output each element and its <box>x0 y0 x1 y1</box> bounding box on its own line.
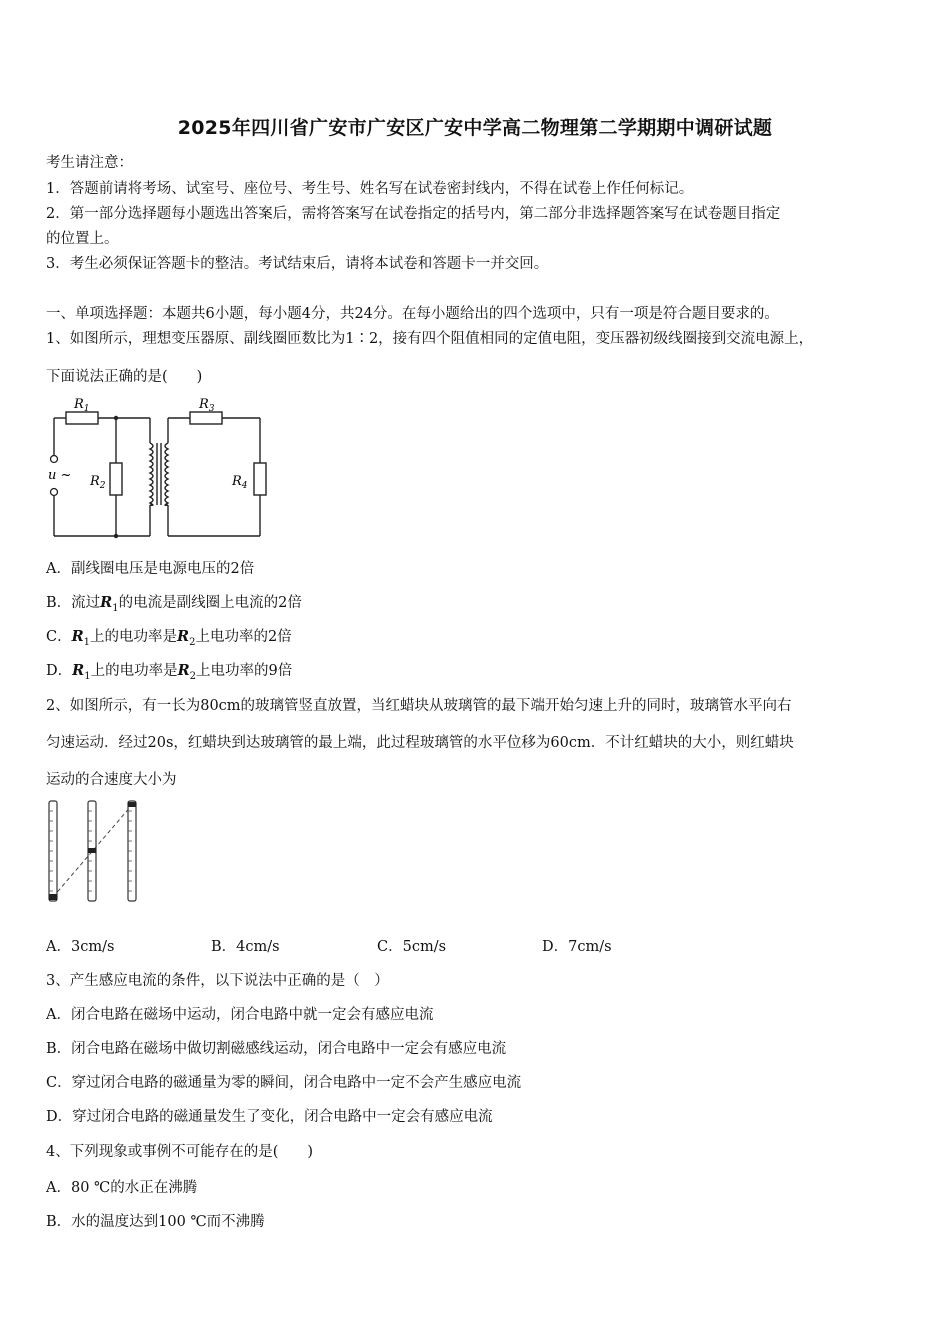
notice-item-2-cont: 的位置上。 <box>46 231 119 247</box>
terminal-top <box>51 456 58 463</box>
q1-option-b: B．流过$R_1$的电流是副线圈上电流的2倍 <box>46 594 302 614</box>
q2-tube-figure <box>44 797 144 905</box>
q4-option-a: A．80 ℃的水正在沸腾 <box>46 1180 198 1196</box>
q1-option-a: A．副线圈电压是电源电压的2倍 <box>46 561 255 577</box>
resistor-r3 <box>190 412 222 424</box>
notice-item-3: 3．考生必须保证答题卡的整洁。考试结束后，请将本试卷和答题卡一并交回。 <box>46 256 549 272</box>
section-heading: 一、单项选择题：本题共6小题，每小题4分，共24分。在每小题给出的四个选项中，只有一项是符合题目要求的。 <box>46 306 779 322</box>
q3-stem: 3、产生感应电流的条件，以下说法中正确的是（ ） <box>46 973 389 989</box>
wax-block-end <box>128 802 136 807</box>
q4-stem: 4、下列现象或事例不可能存在的是( ) <box>46 1144 314 1160</box>
q2-option-c: C．5cm/s <box>377 939 447 955</box>
q2-option-b: B．4cm/s <box>211 939 280 955</box>
wax-block-middle <box>88 848 96 853</box>
q2-stem-line1: 2、如图所示，有一长为80cm的玻璃管竖直放置，当红蜡块从玻璃管的最下端开始匀速上升的同时，玻璃管水平向右 <box>46 698 792 714</box>
q2-stem-line2: 匀速运动．经过20s，红蜡块到达玻璃管的最上端，此过程玻璃管的水平位移为60cm．不计红蜡块的大小，则红蜡块 <box>46 735 794 751</box>
q1-stem-line2: 下面说法正确的是( ) <box>46 369 203 385</box>
q3-option-b: B．闭合电路在磁场中做切割磁感线运动，闭合电路中一定会有感应电流 <box>46 1041 507 1057</box>
q1-stem-line1: 1、如图所示，理想变压器原、副线圈匝数比为1∶2，接有四个阻值相同的定值电阻，变压器初级线圈接到交流电源上， <box>46 331 814 347</box>
label-r1: $R_1$ <box>74 397 90 414</box>
q1-circuit-figure <box>44 393 269 541</box>
notice-item-1: 1．答题前请将考场、试室号、座位号、考生号、姓名写在试卷密封线内，不得在试卷上作任何标记。 <box>46 181 694 197</box>
wax-block-start <box>49 894 57 900</box>
q3-option-a: A．闭合电路在磁场中运动，闭合电路中就一定会有感应电流 <box>46 1007 434 1023</box>
q3-option-c: C．穿过闭合电路的磁通量为零的瞬间，闭合电路中一定不会产生感应电流 <box>46 1075 522 1091</box>
junction-top <box>114 416 118 420</box>
q1-option-c: C．$R_1$上的电功率是$R_2$上电功率的2倍 <box>46 628 292 648</box>
label-source: u ~ <box>48 468 72 483</box>
junction-bottom <box>114 534 118 538</box>
label-r2: $R_2$ <box>90 474 106 491</box>
notice-item-2: 2．第一部分选择题每小题选出答案后，需将答案写在试卷指定的括号内，第二部分非选择题答案写在试卷题目指定 <box>46 206 781 222</box>
q2-option-d: D．7cm/s <box>542 939 612 955</box>
page-title: 2025年四川省广安市广安区广安中学高二物理第二学期期中调研试题 <box>177 117 773 139</box>
resistor-r2 <box>110 463 122 495</box>
primary-coil <box>150 443 153 505</box>
q1-option-d: D．$R_1$上的电功率是$R_2$上电功率的9倍 <box>46 662 293 682</box>
resistor-r4 <box>254 463 266 495</box>
label-r4: $R_4$ <box>232 474 248 491</box>
resistor-r1 <box>66 412 98 424</box>
q2-stem-line3: 运动的合速度大小为 <box>46 772 177 788</box>
q4-option-b: B．水的温度达到100 ℃而不沸腾 <box>46 1214 265 1230</box>
terminal-bottom <box>51 489 58 496</box>
q3-option-d: D．穿过闭合电路的磁通量发生了变化，闭合电路中一定会有感应电流 <box>46 1109 493 1125</box>
q2-option-a: A．3cm/s <box>46 939 115 955</box>
secondary-coil <box>165 443 168 505</box>
label-r3: $R_3$ <box>199 397 215 414</box>
notice-heading: 考生请注意： <box>46 155 133 171</box>
